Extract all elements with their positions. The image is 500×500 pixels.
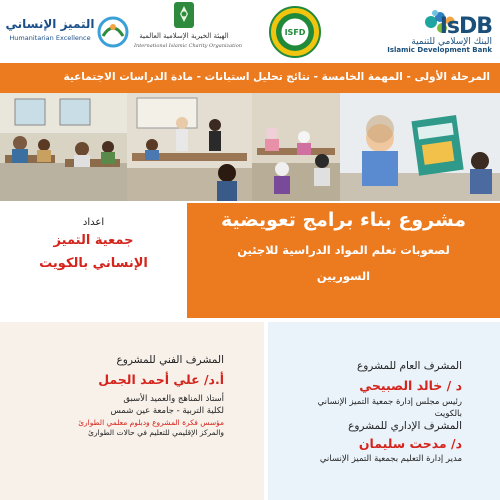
isdb-arabic-name: البنك الإسلامي للتنمية bbox=[411, 37, 492, 47]
admin-supervisor-name: د/ مدحت سليمان bbox=[358, 436, 462, 451]
humanitarian-excellence-logo bbox=[2, 16, 132, 50]
classroom-photo-1 bbox=[0, 93, 127, 201]
technical-supervisor-card bbox=[0, 322, 264, 500]
iico-arabic-name: الهيئة الخيرية الإسلامية العالمية bbox=[139, 32, 229, 40]
technical-supervisor-note-line1: مؤسس فكرة المشروع ودبلوم معلمي الطوارئ bbox=[78, 418, 224, 427]
general-supervisor-label: المشرف العام للمشروع bbox=[356, 360, 462, 372]
technical-supervisor-name: أ.د/ علي أحمد الجمل bbox=[98, 372, 224, 387]
isdb-english-name: Islamic Development Bank bbox=[387, 46, 492, 54]
general-supervisor-card bbox=[268, 322, 500, 500]
project-subtitle-line2: السوريين bbox=[316, 269, 371, 283]
photo-strip bbox=[0, 93, 500, 201]
humanitarian-english-name: Humanitarian Excellence bbox=[9, 34, 91, 42]
prepared-by-block bbox=[0, 203, 187, 318]
iico-emblem-icon bbox=[172, 0, 196, 30]
classroom-photo-4 bbox=[340, 93, 500, 201]
project-subtitle-line1: لصعوبات تعلم المواد الدراسية للاجئين bbox=[237, 243, 450, 257]
humanitarian-arabic-name: التميز الإنساني bbox=[5, 17, 95, 31]
logo-strip bbox=[0, 0, 500, 62]
prepared-by-label: اعداد bbox=[82, 217, 105, 228]
general-supervisor-title-line1: رئيس مجلس إدارة جمعية التميز الإنساني bbox=[317, 397, 462, 407]
isfd-seal-icon bbox=[264, 6, 326, 58]
technical-supervisor-label: المشرف الفني للمشروع bbox=[116, 354, 224, 366]
classroom-photo-2 bbox=[127, 93, 252, 201]
general-supervisor-name: د / خالد الصبيحي bbox=[359, 378, 462, 393]
admin-supervisor-title: مدير إدارة التعليم بجمعية التميز الإنساني bbox=[319, 454, 462, 464]
technical-supervisor-title-line2: لكلية التربية - جامعة عين شمس bbox=[110, 406, 224, 416]
phase-banner bbox=[0, 63, 500, 93]
project-title-panel bbox=[187, 203, 500, 318]
isdb-logo bbox=[368, 8, 496, 54]
admin-supervisor-label: المشرف الإداري للمشروع bbox=[348, 420, 462, 432]
iico-logo bbox=[134, 0, 242, 56]
isdb-brand: IsDB bbox=[439, 14, 492, 39]
prepared-by-org-line2: الإنساني بالكويت bbox=[39, 256, 148, 271]
technical-supervisor-note-line2: والمركز الإقليمي للتعليم في حالات الطوارئ bbox=[88, 428, 224, 437]
isfd-seal-text: ISFD bbox=[284, 28, 306, 37]
prepared-by-org-line1: جمعية التميز bbox=[53, 233, 134, 248]
humanitarian-mark-icon bbox=[97, 16, 129, 48]
classroom-photo-3 bbox=[252, 93, 340, 201]
project-title: مشروع بناء برامج تعويضية bbox=[220, 209, 467, 231]
phase-line: المرحلة الأولى - المهمة الخامسة - نتائج تحليل استبانات - مادة الدراسات الاجتماعية bbox=[63, 71, 490, 83]
iico-english-name: International Islamic Charity Organization bbox=[134, 43, 242, 49]
general-supervisor-title-line2: بالكويت bbox=[434, 409, 462, 419]
technical-supervisor-title-line1: أستاذ المناهج والعميد الأسبق bbox=[123, 394, 224, 404]
isfd-seal-logo bbox=[264, 6, 326, 58]
